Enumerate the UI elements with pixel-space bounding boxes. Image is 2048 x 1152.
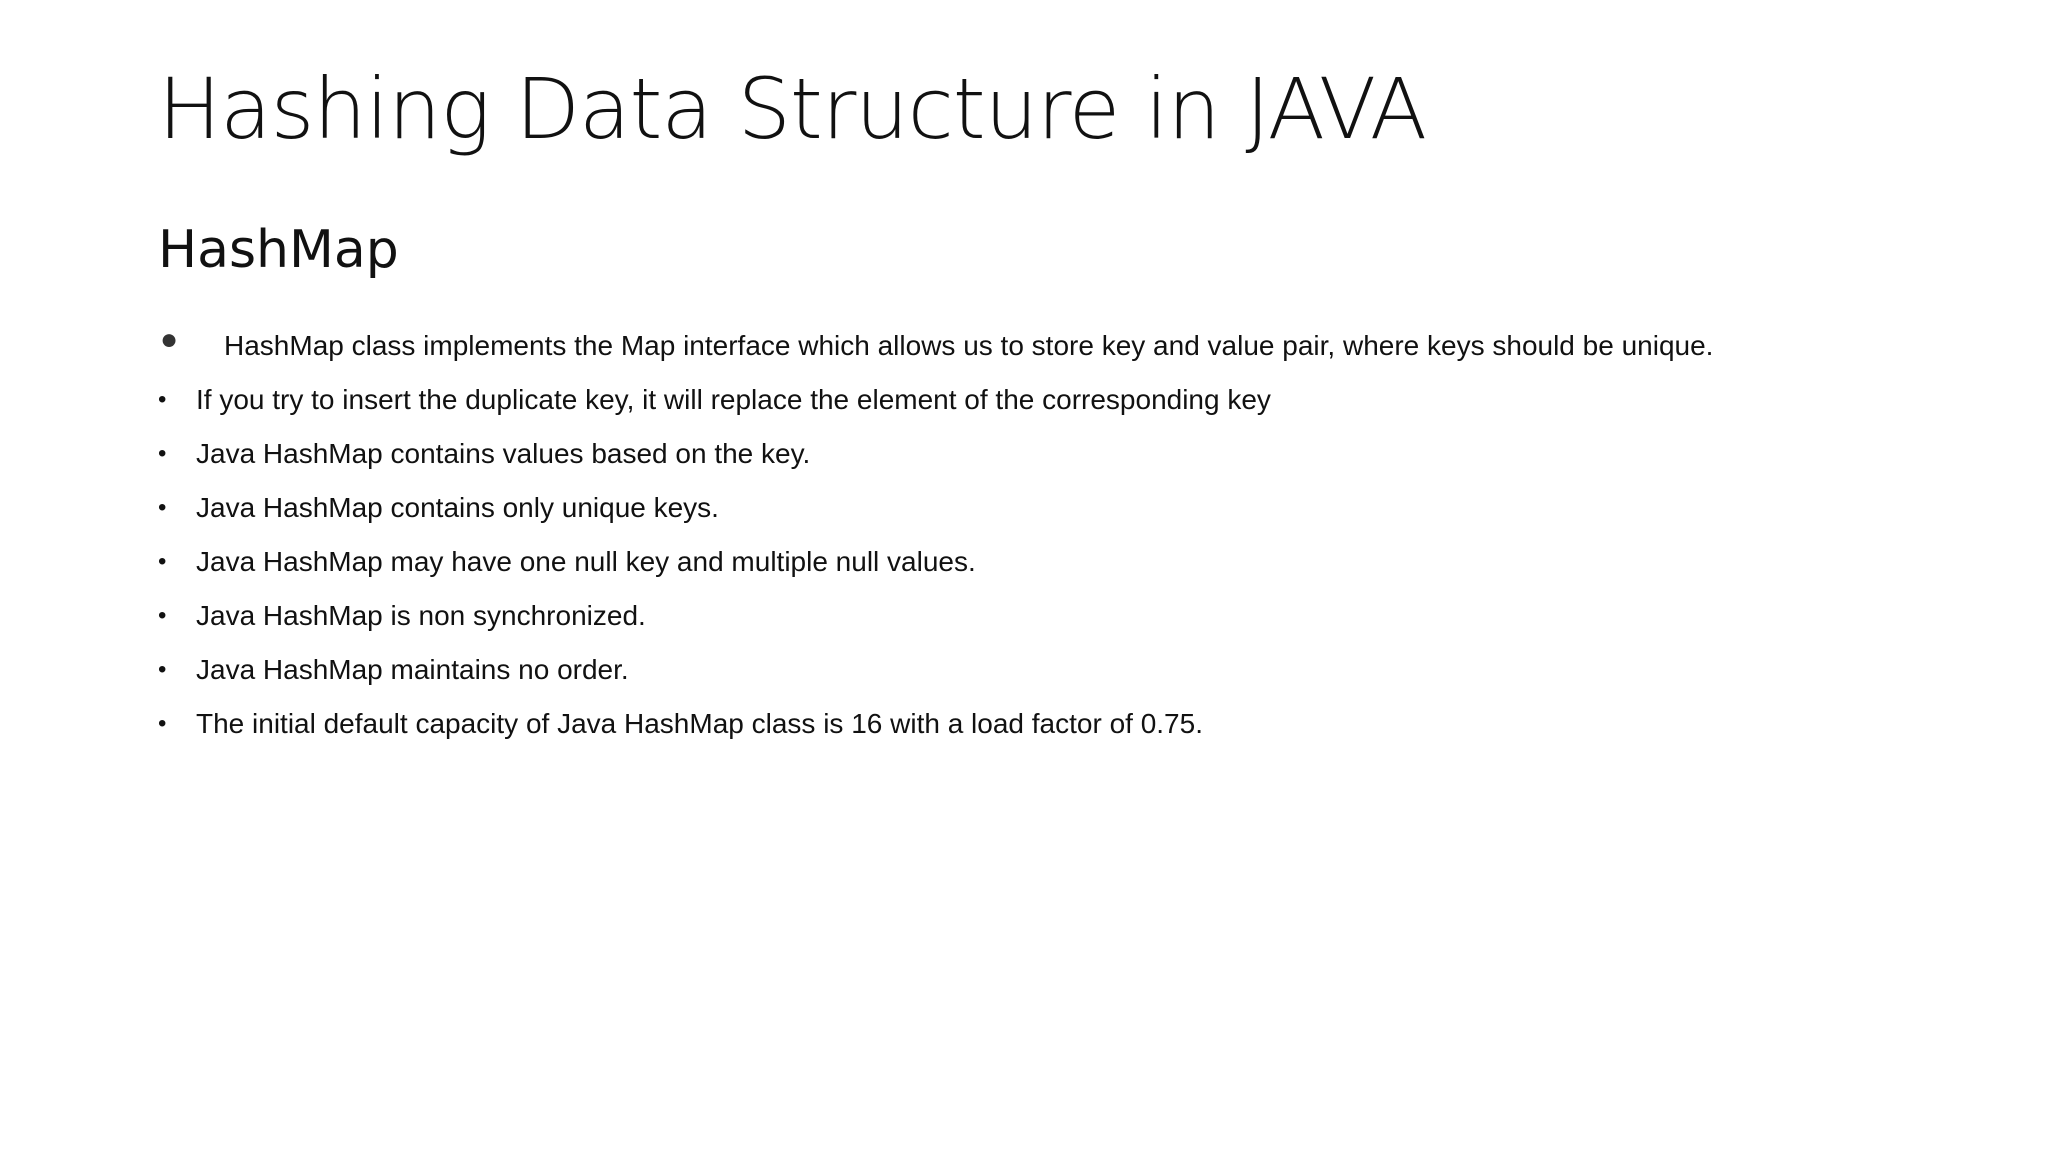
bullet-list: [158, 323, 1808, 758]
bullet-text: Java HashMap may have one null key and multiple null values.: [196, 546, 976, 577]
slide-title: Hashing Data Structure in JAVA: [158, 60, 1427, 158]
bullet-text: The initial default capacity of Java HashMap class is 16 with a load factor of 0.75.: [196, 708, 1203, 739]
bullet-dot-icon: •: [158, 386, 167, 413]
bullet-item: [158, 704, 1808, 743]
bullet-item: [158, 434, 1808, 473]
bullet-text: Java HashMap contains values based on the key.: [196, 438, 811, 469]
bullet-dot-icon: •: [158, 602, 167, 629]
bullet-text: Java HashMap contains only unique keys.: [196, 492, 719, 523]
bullet-item: [158, 380, 1808, 419]
bullet-item: [158, 323, 1808, 365]
bullet-item: [158, 650, 1808, 689]
bullet-text: HashMap class implements the Map interface which allows us to store key and value pair, where keys should be unique.: [224, 330, 1714, 361]
bullet-dot-icon: •: [158, 494, 167, 521]
bullet-text: Java HashMap is non synchronized.: [196, 600, 646, 631]
bullet-text: Java HashMap maintains no order.: [196, 654, 629, 685]
bullet-dot-icon: •: [158, 548, 167, 575]
bullet-text: If you try to insert the duplicate key, it will replace the element of the corresponding key: [196, 384, 1271, 415]
bullet-dot-icon: ●: [160, 323, 179, 356]
bullet-item: [158, 542, 1808, 581]
bullet-dot-icon: •: [158, 710, 167, 737]
bullet-item: [158, 488, 1808, 527]
bullet-dot-icon: •: [158, 440, 167, 467]
slide-subtitle: HashMap: [158, 220, 399, 280]
bullet-dot-icon: •: [158, 656, 167, 683]
bullet-item: [158, 596, 1808, 635]
